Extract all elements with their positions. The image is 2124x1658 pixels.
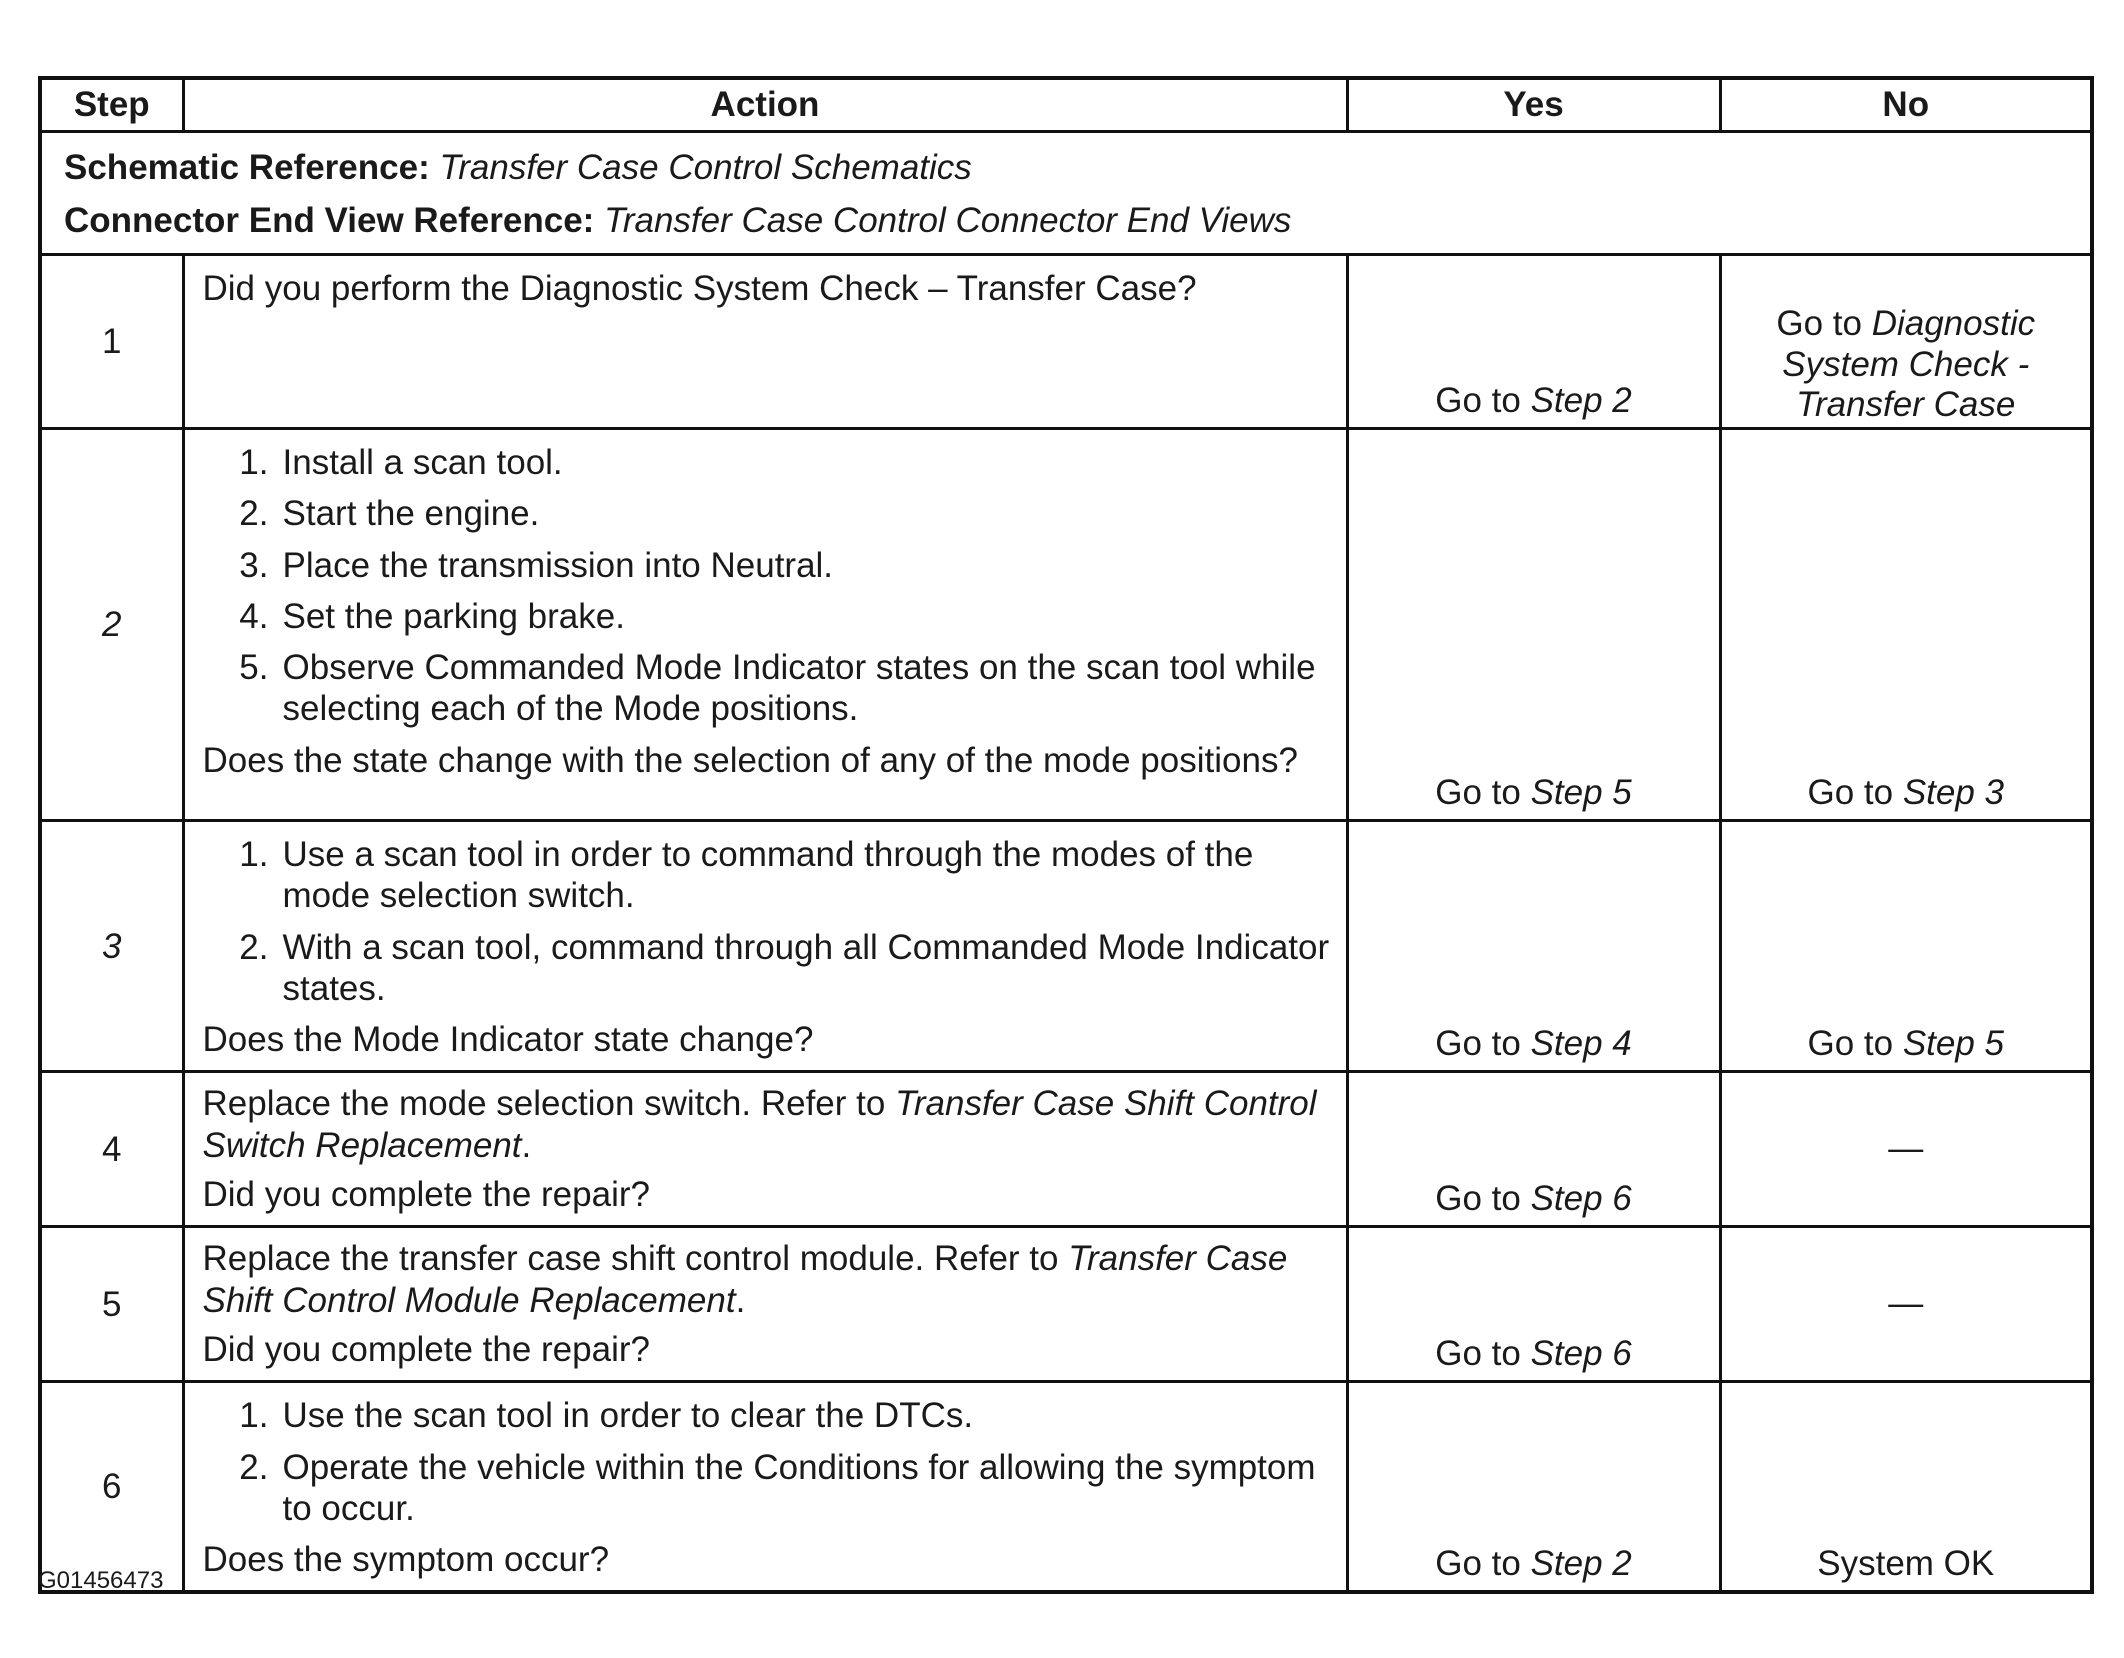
- list-item-text: Use a scan tool in order to command through the modes of the mode selection switch.: [282, 835, 1254, 916]
- step-question: Does the symptom occur?: [202, 1540, 610, 1580]
- yes-prefix: Go to: [1435, 1544, 1531, 1584]
- yes-step-link[interactable]: Step 6: [1530, 1333, 1632, 1373]
- yes-step-link[interactable]: Step 2: [1530, 380, 1632, 420]
- references-row: [40, 132, 2092, 255]
- schematic-reference: [64, 141, 2068, 194]
- list-item-number: 2.: [239, 927, 269, 967]
- step-row-6: [40, 1382, 2092, 1593]
- no-answer: [1776, 304, 2035, 424]
- action-cell: [183, 1227, 1347, 1382]
- action-list: [203, 834, 1330, 1009]
- schematic-reference-label: Schematic Reference:: [64, 148, 430, 187]
- step-row-2: [40, 429, 2092, 821]
- list-item: [203, 834, 1330, 917]
- connector-reference-label: Connector End View Reference:: [64, 201, 595, 240]
- procedure-link[interactable]: Transfer Case Shift Control Switch Replacement: [202, 1084, 1317, 1165]
- list-item-text: Operate the vehicle within the Conditions for allowing the symptom to occur.: [282, 1447, 1316, 1528]
- step-number-cell: [40, 429, 183, 821]
- action-cell: [183, 1072, 1347, 1227]
- action-text-suffix: .: [735, 1280, 746, 1320]
- no-answer-dash: —: [1888, 1128, 1924, 1168]
- yes-answer: [1435, 1179, 1632, 1218]
- list-item-text: Set the parking brake.: [282, 596, 625, 636]
- action-text-suffix: .: [521, 1125, 532, 1165]
- list-item-text: Observe Commanded Mode Indicator states on the scan tool while selecting each of the Mode positions.: [282, 648, 1316, 729]
- step-row-1: [40, 255, 2092, 429]
- list-item: [203, 545, 1330, 586]
- yes-answer: [1435, 1544, 1632, 1583]
- no-cell: [1720, 1072, 2092, 1227]
- yes-prefix: Go to: [1435, 1024, 1531, 1064]
- yes-cell: [1347, 821, 1720, 1072]
- yes-step-link[interactable]: Step 5: [1530, 772, 1632, 812]
- no-cell: [1720, 1227, 2092, 1382]
- schematic-reference-link[interactable]: Transfer Case Control Schematics: [439, 148, 972, 187]
- no-prefix: Go to: [1776, 304, 1872, 344]
- list-item-number: 1.: [239, 443, 269, 482]
- header-row: [40, 78, 2092, 132]
- header-step: Step: [40, 78, 183, 132]
- step-number-cell: [40, 821, 183, 1072]
- action-list: [203, 442, 1330, 730]
- step-question: Did you complete the repair?: [202, 1329, 650, 1369]
- list-item-number: 3.: [239, 545, 269, 585]
- no-check-link[interactable]: Diagnostic System Check - Transfer Case: [1782, 304, 2036, 424]
- yes-prefix: Go to: [1435, 772, 1531, 812]
- action-cell: [183, 1382, 1347, 1593]
- list-item-text: Install a scan tool.: [282, 443, 563, 482]
- list-item: [203, 1395, 1330, 1436]
- no-step-link[interactable]: Step 5: [1902, 1024, 2005, 1064]
- procedure-link[interactable]: Transfer Case Shift Control Module Replacement: [202, 1239, 1288, 1320]
- yes-cell: [1347, 1072, 1720, 1227]
- action-text: [203, 1238, 1330, 1321]
- list-item: [203, 493, 1330, 534]
- references-cell: [40, 132, 2092, 255]
- yes-answer: [1435, 1024, 1632, 1063]
- yes-prefix: Go to: [1435, 380, 1531, 420]
- list-item: [203, 1447, 1330, 1530]
- step-number: 2: [102, 604, 122, 644]
- step-row-3: [40, 821, 2092, 1072]
- yes-cell: [1347, 255, 1720, 429]
- header-action: Action: [183, 78, 1347, 132]
- action-cell: [183, 255, 1347, 429]
- action-text-prefix: Replace the mode selection switch. Refer to: [202, 1084, 896, 1124]
- action-list: [203, 1395, 1330, 1529]
- step-number-cell: [40, 1382, 183, 1593]
- step-question: Did you perform the Diagnostic System Check – Transfer Case?: [202, 269, 1197, 308]
- no-answer-dash: —: [1888, 1283, 1924, 1323]
- step-number: 5: [102, 1284, 122, 1324]
- list-item-number: 5.: [239, 648, 269, 688]
- header-no: No: [1720, 78, 2092, 132]
- yes-answer: [1435, 381, 1632, 420]
- no-answer: [1807, 773, 2004, 812]
- step-question: Does the Mode Indicator state change?: [202, 1020, 814, 1060]
- no-cell: [1720, 1382, 2092, 1593]
- list-item: [203, 927, 1330, 1010]
- yes-cell: [1347, 1382, 1720, 1593]
- step-number-cell: [40, 1072, 183, 1227]
- list-item-number: 2.: [239, 494, 269, 534]
- diagnostic-table: [38, 76, 2094, 1594]
- step-row-4: [40, 1072, 2092, 1227]
- action-cell: [183, 429, 1347, 821]
- no-answer: [1807, 1024, 2004, 1063]
- action-text-prefix: Replace the transfer case shift control module. Refer to: [202, 1239, 1069, 1279]
- yes-prefix: Go to: [1435, 1333, 1531, 1373]
- no-answer: System OK: [1817, 1544, 1995, 1584]
- list-item-number: 2.: [239, 1447, 269, 1487]
- list-item-number: 1.: [239, 835, 269, 874]
- step-number-cell: [40, 1227, 183, 1382]
- action-text: [203, 1083, 1330, 1166]
- yes-step-link[interactable]: Step 2: [1530, 1544, 1632, 1584]
- step-number: 3: [102, 926, 122, 966]
- list-item: [203, 442, 1330, 483]
- yes-cell: [1347, 429, 1720, 821]
- figure-id: G01456473: [38, 1567, 164, 1594]
- list-item-number: 4.: [239, 596, 269, 636]
- step-question: Does the state change with the selection of any of the mode positions?: [202, 740, 1298, 780]
- step-row-5: [40, 1227, 2092, 1382]
- no-prefix: Go to: [1807, 1024, 1903, 1064]
- list-item-text: Start the engine.: [282, 494, 540, 534]
- yes-answer: [1435, 1334, 1632, 1373]
- step-question: Did you complete the repair?: [202, 1175, 650, 1215]
- list-item-text: Place the transmission into Neutral.: [282, 545, 834, 585]
- list-item-number: 1.: [239, 1396, 269, 1436]
- step-number-cell: [40, 255, 183, 429]
- list-item: [203, 596, 1330, 637]
- yes-prefix: Go to: [1435, 1179, 1531, 1219]
- list-item-text: With a scan tool, command through all Commanded Mode Indicator states.: [282, 927, 1330, 1008]
- yes-cell: [1347, 1227, 1720, 1382]
- connector-reference-link[interactable]: Transfer Case Control Connector End Views: [604, 201, 1292, 240]
- yes-answer: [1435, 773, 1632, 812]
- no-cell: [1720, 255, 2092, 429]
- list-item: [203, 647, 1330, 730]
- header-yes: Yes: [1347, 78, 1720, 132]
- action-cell: [183, 821, 1347, 1072]
- step-number: 6: [102, 1467, 122, 1507]
- step-number: 4: [102, 1129, 122, 1169]
- connector-reference: [64, 194, 2068, 247]
- yes-step-link[interactable]: Step 6: [1530, 1179, 1632, 1219]
- no-step-link[interactable]: Step 3: [1902, 772, 2005, 812]
- yes-step-link[interactable]: Step 4: [1530, 1024, 1632, 1064]
- step-number: 1: [102, 321, 122, 361]
- no-cell: [1720, 429, 2092, 821]
- no-cell: [1720, 821, 2092, 1072]
- list-item-text: Use the scan tool in order to clear the DTCs.: [282, 1396, 974, 1436]
- no-prefix: Go to: [1807, 772, 1903, 812]
